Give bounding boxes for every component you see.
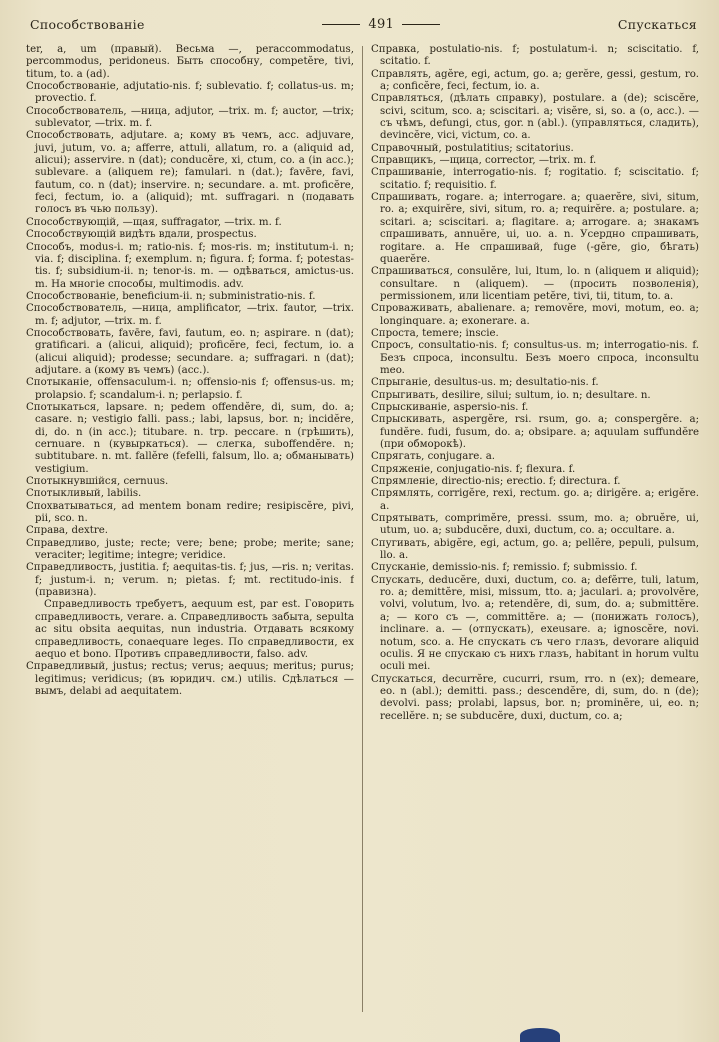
dictionary-entry: Справа, dextre.	[26, 525, 108, 537]
dictionary-entry: Способствователь, —ница, amplificator, —trix. fautor, —trix. m. f; adjutor, —trix. m. f.	[26, 303, 354, 327]
dictionary-entry: Справедливость, justitia. f; aequitas-tis. f; jus, —ris. n; veritas. f; justum-i. n; verum. n; pietas. f; mt. rectitudo-inis. f (правизна).	[26, 562, 354, 599]
rule-left	[322, 24, 360, 25]
dictionary-entry: Способствовать, adjutare. a; кому въ чемъ, acc. adjuvare, juvi, jutum, vo. a; afferre, attuli, allatum, ro. a (aliquid ad, alicui); asservire. n (dat); conducĕre, xi, ctum, co. a (in acc.); sublevare. a (aliquem re); famulari. n (dat.); favēre, favi, fautum, co. n (dat); inservire. n; secundare. a. mt. proficĕre, feci, fectum, io. a (aliquid); mt. suffragari. n (подавать голосъ въ чью пользу).	[26, 130, 354, 216]
column-divider	[362, 46, 363, 1012]
dictionary-entry: Способствовать, favēre, favi, fautum, eo. n; aspirare. n (dat); gratificari. a (alicui, aliquid); proficĕre, feci, fectum, io. a (alicui aliquid); prodesse; secundare. a; suffragari. n (dat); adjutare. a (кому въ чемъ) (acc.).	[26, 327, 354, 376]
dictionary-entry: Спотыкнувшійся, cernuus.	[26, 476, 169, 488]
dictionary-entry: Спросъ, consultatio-nis. f; consultus-us. m; interrogatio-nis. f. Безъ спроса, inconsultu. Безъ моего спроса, inconsultu meo.	[371, 340, 699, 376]
dictionary-entry: Спрашивать, rogare. a; interrogare. a; quaerĕre, sivi, situm, ro. a; exquirĕre, sivi, situm, ro. a; requirĕre. a; postulare. a; scitari. a; sciscitari. a; flagitare. a; arrogare. a; знакамъ спрашивать, annuĕre, ui, uo. a. n. Усердно спрашивать, rogitare. a. Не спрашивай, fuge (-gĕre, gio, бѣгать) quaerĕre.	[371, 192, 699, 265]
columns	[26, 44, 699, 1012]
dictionary-entry: Справочный, postulatitius; scitatorius.	[371, 142, 574, 154]
left-column	[26, 44, 354, 1012]
dictionary-entry: Спрятывать, comprimĕre, pressi. ssum, mo. a; obruĕre, ui, utum, uo. a; subducĕre, duxi, ductum, co. a; occultare. a.	[371, 513, 699, 537]
running-head-right: Спускаться	[617, 16, 697, 32]
dictionary-entry: Способствователь, —ница, adjutor, —trix. m. f; auctor, —trix; sublevator, —trix. m. f.	[26, 105, 354, 130]
dictionary-entry: Спускать, deducĕre, duxi, ductum, co. a; defĕrre, tuli, latum, ro. a; demittĕre, misi, missum, tto. a; jaculari. a; provolvĕre, volvi, volutum, lvo. a; retendĕre, di, sum, do. a; submittĕre. a; — кого съ —, committĕre. a; — (понижать голосъ), inclinare. a. — (отпускать), exeusare. a; ignoscĕre, novi. notum, sco. a. Не спускать съ чего глазъ, devorare aliquid oculis. Я не спускаю съ нихъ глазъ, habitant in horum vultu oculi mei.	[371, 574, 699, 673]
running-head-left: Способствованіе	[30, 16, 145, 32]
dictionary-entry: Спусканіе, demissio-nis. f; remissio. f; submissio. f.	[371, 562, 638, 574]
dictionary-entry: Спрямлять, corrigĕre, rexi, rectum. go. a; dirigĕre. a; erigĕre. a.	[371, 488, 699, 512]
dictionary-entry: Способствованіе, beneficium-ii. n; subministratio-nis. f.	[26, 290, 316, 302]
page-number	[322, 17, 440, 32]
dictionary-entry: Способствующій, —щая, suffragator, —trix. m. f.	[26, 216, 282, 228]
dictionary-entry: Спохватываться, ad mentem bonam redire; resipiscĕre, pivi, pii, sco. n.	[26, 500, 354, 525]
dictionary-entry: ter, a, um (правый). Весьма —, peraccommodatus, percommodus, peridoneus. Быть способну, competĕre, tivi, titum, to. a (ad).	[26, 44, 354, 80]
page-number-text: 491	[368, 16, 395, 32]
dictionary-entry: Способствующій видѣть вдали, prospectus.	[26, 229, 257, 241]
dictionary-entry: Справщикъ, —щица, corrector, —trix. m. f.	[371, 155, 597, 167]
dictionary-entry: Спрыгивать, desilire, silui; sultum, io. n; desultare. n.	[371, 389, 651, 401]
dictionary-entry: Спотыканіе, offensaculum-i. n; offensio-nis f; offensus-us. m; prolapsio. f; scandalum-i. n; perlapsio. f.	[26, 377, 354, 401]
dictionary-entry: Справедливо, juste; recte; vere; bene; probe; merite; sane; veraciter; legitime; integre; veridice.	[26, 537, 354, 562]
dictionary-entry: Спотыкаться, lapsare. n; pedem offendĕre, di, sum, do. a; casare. n; vestigio falli. pass.; labi, lapsus, bor. n; incidĕre, di, do. n (in acc.); titubare. n. trp. peccare. n (грѣшить), cernuare. n (кувыркаться). — слегка, suboffendĕre. n; subtitubare. n. mt. fallĕre (fefelli, falsum, llo. a; обманывать) vestigium.	[26, 401, 354, 475]
dictionary-entry: Спроваживать, abalienare. a; removĕre, movi, motum, eo. a; longinquare. a; exonerare. a.	[371, 303, 699, 327]
dictionary-entry: Спряженіе, conjugatio-nis. f; flexura. f.	[371, 463, 576, 475]
dictionary-entry: Справлять, agĕre, egi, actum, go. a; gerĕre, gessi, gestum, ro. a; conficĕre, feci, fectum, io. a.	[371, 68, 699, 93]
right-column	[371, 44, 699, 1012]
rule-right	[402, 24, 440, 25]
dictionary-entry: Спрыскиваніе, aspersio-nis. f.	[371, 401, 529, 413]
dictionary-entry: Справка, postulatio-nis. f; postulatum-i. n; sciscitatio. f, scitatio. f.	[371, 44, 699, 68]
dictionary-entry: Спотыкливый, labilis.	[26, 488, 142, 500]
dictionary-entry: Спрашиваніе, interrogatio-nis. f; rogitatio. f; sciscitatio. f; scitatio. f; requisitio. f.	[371, 167, 699, 191]
dictionary-entry: Спрыганіе, desultus-us. m; desultatio-nis. f.	[371, 377, 599, 389]
dictionary-entry: Способствованіе, adjutatio-nis. f; sublevatio. f; collatus-us. m; provectio. f.	[26, 81, 354, 105]
dictionary-entry: Спугивать, abigĕre, egi, actum, go. a; pellĕre, pepuli, pulsum, llo. a.	[371, 537, 699, 562]
dictionary-entry: Способъ, modus-i. m; ratio-nis. f; mos-ris. m; institutum-i. n; via. f; disciplina. f; exemplum. n; figura. f; forma. f; potestas-tis. f; subsidium-ii. n; tenor-is. m. — одѣваться, amictus-us. m. На многіе способы, multimodis. adv.	[26, 241, 354, 290]
dictionary-entry: Спрямленіе, directio-nis; erectio. f; directura. f.	[371, 476, 621, 488]
dictionary-entry: Справляться, (дѣлать справку), postulare. a (de); sciscĕre, scivi, scitum, sco. a; sciscitari. a; visĕre, si, so. a (о, acc.). — съ чѣмъ, defungi, ctus, gor. n (abl.). (управляться, сладить), devincĕre, vici, victum, co. a.	[371, 93, 699, 142]
dictionary-entry: Спрягать, conjugare. a.	[371, 451, 496, 463]
dictionary-subentry: Справедливость требуетъ, aequum est, par est. Говорить справедливость, verare. a. Справедливость забыта, sepulta ac situ obsita aequitas, nun industria. Отдавать всякому справедливость, conaequare leges. По справедливости, ex aequo et bono. Противъ справедливости, falso. adv.	[35, 599, 354, 660]
dictionary-entry: Справедливый, justus; rectus; verus; aequus; meritus; purus; legitimus; veridicus; (въ юридич. см.) utilis. Сдѣлаться —вымъ, delabi ad aequitatem.	[26, 661, 354, 697]
dictionary-entry: Спроста, temere; inscie.	[371, 327, 499, 339]
ink-blot	[520, 1028, 560, 1042]
dictionary-entry: Спрыскивать, aspergĕre, rsi. rsum, go. a; conspergĕre. a; fundĕre. fudi, fusum, do. a; obsipare. a; aquulam suffundĕre (при обморокѣ).	[371, 414, 699, 450]
page-header	[30, 14, 697, 34]
dictionary-entry: Спускаться, decurrĕre, cucurri, rsum, rro. n (ex); demeare, eo. n (abl.); demitti. pass.; descendĕre, di, sum, do. n (de); devolvi. pass; prolabi, lapsus, bor. n; prominĕre, ui, eo. n; recellĕre. n; se subducĕre, duxi, ductum, co. a;	[371, 673, 699, 722]
dictionary-entry: Спрашиваться, consulĕre, lui, ltum, lo. n (aliquem и aliquid); consultare. n (aliquem). — (просить позволенія), permissionem, или licentiam petĕre, tivi, tii, titum, to. a.	[371, 266, 699, 302]
